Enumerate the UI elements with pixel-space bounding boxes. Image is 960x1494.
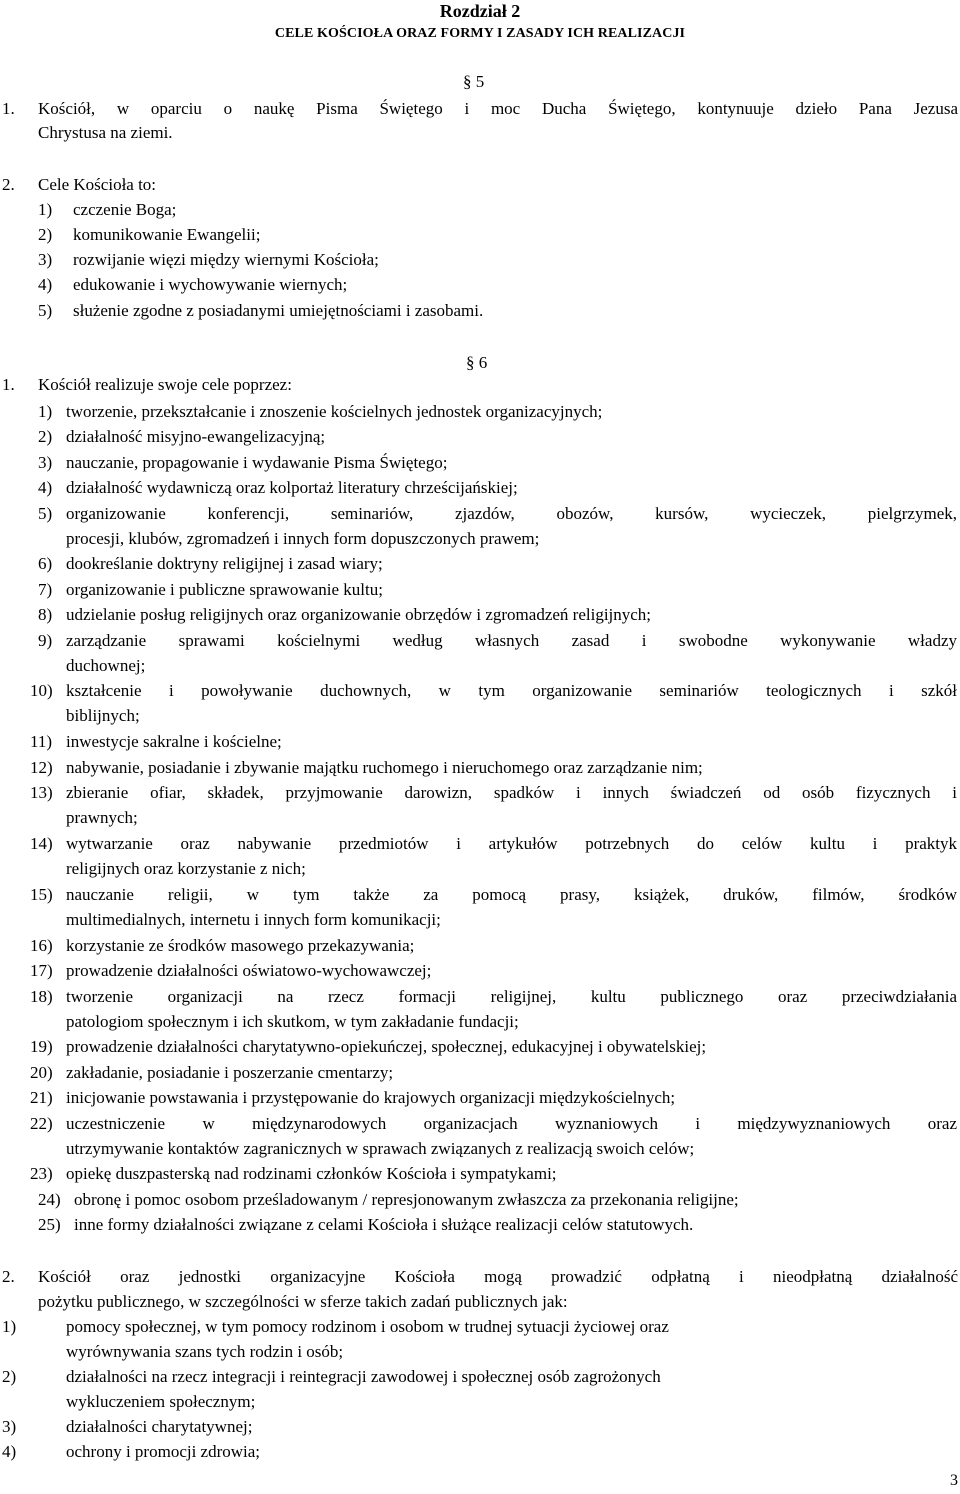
s5-p2-number: 2. xyxy=(2,175,15,194)
document-page: Rozdział 2 CELE KOŚCIOŁA ORAZ FORMY I ZASADY ICH REALIZACJI § 5 1. Kościół, w oparciu o naukę Pisma Świętego i moc Ducha Świętego, kontynuuje dzieło Pana Jezusa Chrystusa na ziemi. 2. Cele Kościoła to: 1) czczenie Boga; 2) komunikowanie Ewangelii; 3) rozwijanie więzi między wiernymi Kościoła; 4) edukowanie i wychowywanie wiernych; 5) służenie zgodne z posiadanymi umiejętnościami i zasobami. § 6 1. Kościół realizuje swoje cele poprzez: 1) tworzenie, przekształcanie i znoszenie kościelnych jednostek organizacyjnych; 2) działalność misyjno-ewangelizacyjną; 3) nauczanie, propagowanie i wydawanie Pisma Świętego; 4) działalność wydawniczą oraz kolportaż literatury chrześcijańskiej; 5) organizowanie konferencji, seminariów, zjazdów, obozów, kursów, wycieczek, pielgrzymek, procesji, klubów, zgromadzeń i innych form dopuszczonych prawem; 6) dookreślanie doktryny religijnej i zasad wiary; 7) organizowanie i publiczne sprawowanie kultu; 8) udzielanie posług religijnych oraz organizowanie obrzędów i zgromadzeń religijnych; 9) zarządzanie sprawami kościelnymi według własnych zasad i swobodne wykonywanie władzy duchownej; 10) kształcenie i powoływanie duchownych, w tym organizowanie seminariów teologicznych i szkół biblijnych; 11) inwestycje sakralne i kościelne; 12) nabywanie, posiadanie i zbywanie majątku ruchomego i nieruchomego oraz zarządzanie nim; 13) zbieranie ofiar, składek, przyjmowanie darowizn, spadków i innych świadczeń od osób fizycznych i prawnych; 14) wytwarzanie oraz nabywanie przedmiotów i artykułów potrzebnych do celów kultu i praktyk religijnych oraz korzystanie z nich; 15) nauczanie religii, w tym także za pomocą prasy, książek, druków, filmów, środków multimedialnych, internetu i innych form komunikacji; 16) korzystanie ze środków masowego przekazywania; 17) prowadzenie działalności oświatowo-wychowawczej; 18) tworzenie organizacji na rzecz formacji religijnej, kultu publicznego oraz przeciwdziałania patologiom społecznym i ich skutkom, w tym zakładanie fundacji; 19) prowadzenie działalności charytatywno-opiekuńczej, społecznej, edukacyjnej i obywatelskiej; 20) zakładanie, posiadanie i poszerzanie cmentarzy; 21) inicjowanie powstawania i przystępowanie do krajowych organizacji międzykościelnych; 22) uczestniczenie w międzynarodowych organizacjach wyznaniowych i międzywyznaniowych oraz utrzymywanie kontaktów zagranicznych w sprawach związanych z realizacją swoich celów; 23) opiekę duszpasterską nad rodzinami członków Kościoła i sympatykami; 24) obronę i pomoc osobom prześladowanym / represjonowanym zwłaszcza za przekonania religijne; 25) inne formy działalności związane z celami Kościoła i służące realizacji celów statutowych. 2. Kościół oraz jednostki organizacyjne Kościoła mogą prowadzić odpłatną i nieodpłatną działalność pożytku publicznego, w szczególności w sferze takich zadań publicznych jak: 1) pomocy społecznej, w tym pomocy rodzinom i osobom w trudnej sytuacji życiowej oraz wyrównywania szans tych rodzin i osób; 2) działalności na rzecz integracji i reintegracji zawodowej i społecznej osób zagrożonych wykluczeniem społecznym; 3) działalności charytatywnej; 4) ochrony i promocji zdrowia; 3 xyxy=(2,1,958,1489)
s6-p1-number: 1. xyxy=(2,375,15,394)
s6-p1-intro: Kościół realizuje swoje cele poprzez: xyxy=(38,375,292,394)
chapter-title: CELE KOŚCIOŁA ORAZ FORMY I ZASADY ICH REALIZACJI xyxy=(274,26,686,41)
s6-p2-line1: Kościół oraz jednostki organizacyjne Kościoła mogą prowadzić odpłatną i nieodpłatną działalność xyxy=(38,1267,958,1286)
s6-p2-line2: pożytku publicznego, w szczególności w sferze takich zadań publicznych jak: xyxy=(38,1292,568,1311)
s5-p1-number: 1. xyxy=(2,99,15,118)
s5-p2-intro: Cele Kościoła to: xyxy=(38,175,157,194)
section-5-marker: § 5 xyxy=(463,72,485,91)
section-6-marker: § 6 xyxy=(466,353,488,372)
s6-p2-number: 2. xyxy=(2,1267,15,1286)
s5-p1-line2: Chrystusa na ziemi. xyxy=(38,123,173,142)
page-number: 3 xyxy=(950,1472,958,1489)
s5-p1-line1: Kościół, w oparciu o naukę Pisma Świętego i moc Ducha Świętego, kontynuuje dzieło Pana Jezusa xyxy=(38,99,958,118)
chapter-label: Rozdział 2 xyxy=(439,1,521,21)
